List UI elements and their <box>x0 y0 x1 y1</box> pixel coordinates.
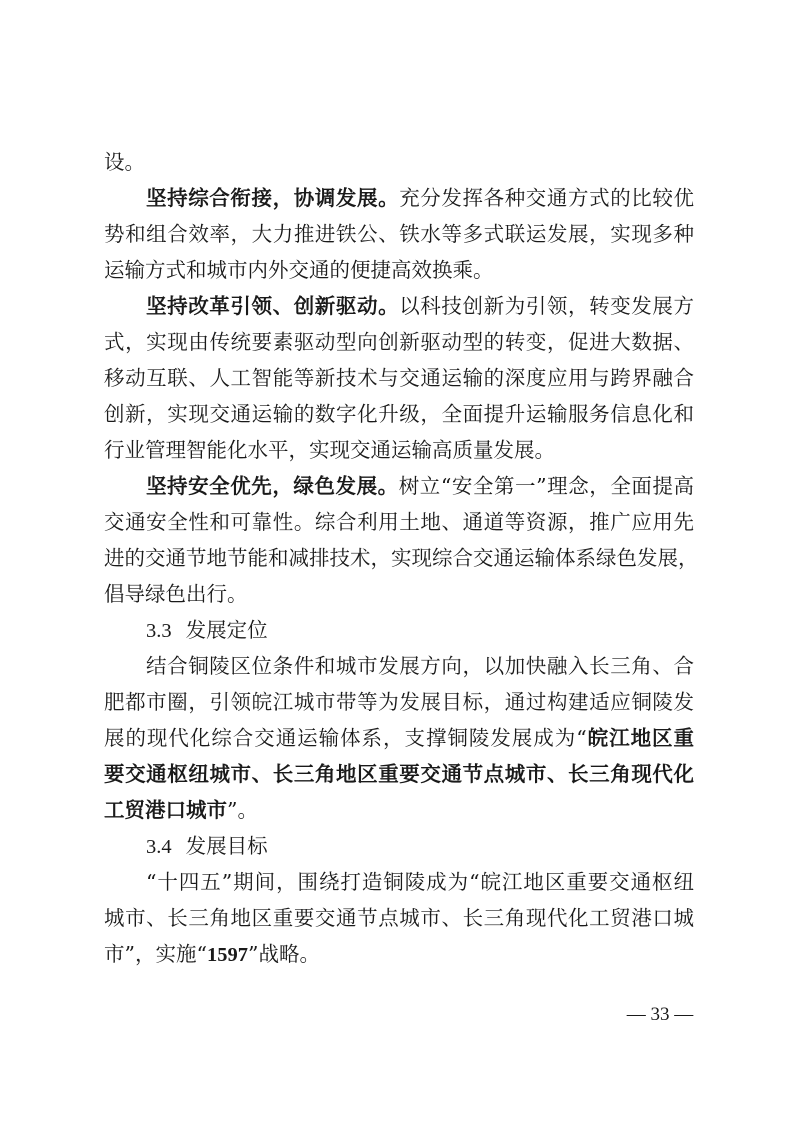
text-run: 肥都市圈，引领皖江城市带等为发展目标，通过构建适应铜陵发 <box>104 690 694 714</box>
text-run: 充分发挥各种交通方式的比较优 <box>399 186 695 210</box>
paragraph-line <box>104 900 694 936</box>
paragraph-line <box>146 288 694 324</box>
text-run: 倡导绿色出行。 <box>104 582 248 606</box>
bold-lead-text: 坚持综合衔接，协调发展。 <box>146 186 400 210</box>
paragraph-line <box>104 684 694 720</box>
bold-number: 1597 <box>206 944 248 966</box>
paragraph-line <box>146 648 694 684</box>
paragraph-line <box>104 792 694 828</box>
text-run: 结合铜陵区位条件和城市发展方向，以加快融入长三角、合 <box>146 654 694 678</box>
bold-text: 皖江地区重 <box>586 726 695 750</box>
paragraph-line <box>104 720 694 756</box>
bold-lead-text: 坚持改革引领、创新驱动。 <box>146 294 400 318</box>
paragraph-line <box>104 936 694 972</box>
section-number: 3.3 <box>146 620 172 642</box>
text-run: 进的交通节地节能和减排技术，实现综合交通运输体系绿色发展， <box>104 546 699 570</box>
text-run: 势和组合效率，大力推进铁公、铁水等多式联运发展，实现多种 <box>104 222 694 246</box>
bold-text: 要交通枢纽城市、长三角地区重要交通节点城市、长三角现代化 <box>104 762 694 786</box>
section-title: 发展定位 <box>185 618 268 642</box>
paragraph-line <box>104 360 694 396</box>
paragraph-line <box>104 216 694 252</box>
bold-text: 工贸港口城市 <box>104 798 227 822</box>
paragraph-line <box>146 180 694 216</box>
paragraph-line <box>104 324 694 360</box>
page-number: — 33 — <box>626 1004 694 1025</box>
paragraph-line <box>104 396 694 432</box>
text-run: 市”，实施“ <box>104 942 207 966</box>
text-run: 式，实现由传统要素驱动型向创新驱动型的转变，促进大数据、 <box>104 330 694 354</box>
text-run: “十四五”期间，围绕打造铜陵成为“皖江地区重要交通枢纽 <box>146 870 694 894</box>
paragraph-line <box>104 756 694 792</box>
text-run: 树立“安全第一”理念，全面提高 <box>398 474 695 498</box>
paragraph-line <box>104 540 699 576</box>
text-run: 运输方式和城市内外交通的便捷高效换乘。 <box>104 258 494 282</box>
text-run: ”战略。 <box>247 942 320 966</box>
text-run: 城市、长三角地区重要交通节点城市、长三角现代化工贸港口城 <box>104 906 694 930</box>
paragraph-line <box>104 252 694 288</box>
paragraph-line <box>146 864 694 900</box>
text-run: 设。 <box>104 150 145 174</box>
section-heading-3-3 <box>146 612 694 648</box>
text-run: 以科技创新为引领，转变发展方 <box>399 294 695 318</box>
text-run: 行业管理智能化水平，实现交通运输高质量发展。 <box>104 438 555 462</box>
text-run: ”。 <box>227 798 258 822</box>
text-run: 创新，实现交通运输的数字化升级，全面提升运输服务信息化和 <box>104 402 694 426</box>
section-title: 发展目标 <box>185 834 268 858</box>
text-run: 交通安全性和可靠性。综合利用土地、通道等资源，推广应用先 <box>104 510 694 534</box>
section-number: 3.4 <box>146 836 172 858</box>
paragraph-line <box>104 576 694 612</box>
text-run: 展的现代化综合交通运输体系，支撑铜陵发展成为“ <box>104 726 587 750</box>
paragraph-line <box>104 432 694 468</box>
paragraph-line <box>104 144 694 180</box>
bold-lead-text: 坚持安全优先，绿色发展。 <box>146 474 399 498</box>
text-run: 移动互联、人工智能等新技术与交通运输的深度应用与跨界融合 <box>104 366 694 390</box>
paragraph-line <box>104 504 694 540</box>
paragraph-line <box>146 468 694 504</box>
section-heading-3-4 <box>146 828 694 864</box>
